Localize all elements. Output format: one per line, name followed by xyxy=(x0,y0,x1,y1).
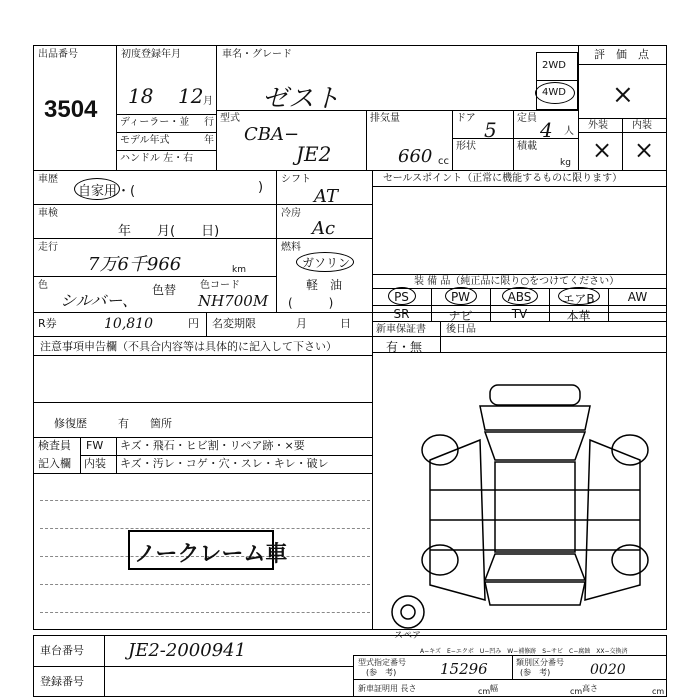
door-value: 5 xyxy=(484,118,497,142)
chassis-label: 車台番号 xyxy=(40,644,84,657)
int-text: キズ・汚レ・コゲ・穴・スレ・キレ・破レ xyxy=(120,457,329,470)
equip-navi: ナビ xyxy=(448,309,473,323)
equip-tv: TV xyxy=(511,307,528,321)
lot-number: 3504 xyxy=(44,96,98,123)
sales-point-label: セールスポイント（正常に機能するものに限ります） xyxy=(383,173,623,184)
first-registration-label: 初度登録年月 xyxy=(121,49,181,60)
car-name-label: 車名・グレード xyxy=(222,49,292,60)
model-year-suffix: 年 xyxy=(204,135,214,146)
fuel-paren: ( ) xyxy=(288,296,334,310)
model-type-label: 型式 xyxy=(220,113,240,124)
designation-sub: (参 考) xyxy=(366,668,397,677)
color-label: 色 xyxy=(38,280,48,291)
inspection-label: 車検 xyxy=(38,208,58,219)
exterior-value: × xyxy=(592,136,613,164)
repair-location: 箇所 xyxy=(150,417,172,430)
door-label: ドア xyxy=(456,113,476,124)
equip-aw: AW xyxy=(627,290,648,304)
lot-number-label: 出品番号 xyxy=(38,49,78,60)
first-registration-year: 18 xyxy=(128,84,154,108)
model-year-label: モデル年式 xyxy=(120,135,170,146)
fw-label: FW xyxy=(86,439,104,452)
shape-label: 形状 xyxy=(456,141,476,152)
name-change-template: 月 日 xyxy=(296,317,351,330)
first-registration-month: 12 xyxy=(178,84,204,108)
equip-airbag: エアB xyxy=(562,292,595,306)
color-code-value: NH700M xyxy=(198,292,269,310)
cert-length-unit: cm xyxy=(478,687,491,696)
interior-value: × xyxy=(634,136,655,164)
inspection-template: 年 月( 日) xyxy=(118,224,220,239)
designation-value: 15296 xyxy=(440,660,488,678)
inspector-label-1: 検査員 xyxy=(38,439,71,452)
model-type-value-2: JE2 xyxy=(296,142,332,166)
capacity-value: 4 xyxy=(540,118,553,142)
ac-value: Ac xyxy=(312,218,336,239)
equip-leather: 本革 xyxy=(566,309,591,323)
recycle-value: 10,810 xyxy=(104,316,153,332)
color-value: シルバー、 xyxy=(60,291,138,310)
repair-label: 修復歴 xyxy=(54,417,87,430)
drive-4wd: 4WD xyxy=(542,87,566,98)
fuel-light-oil: 軽 油 xyxy=(306,278,343,292)
load-unit: kg xyxy=(560,158,571,168)
no-claim-stamp-text: ノークレーム車 xyxy=(134,542,288,567)
capacity-unit: 人 xyxy=(564,126,574,137)
cert-width-label: 幅 xyxy=(490,684,498,693)
fuel-label: 燃料 xyxy=(281,242,301,253)
cert-length-label: 新車証明用 長さ xyxy=(358,684,417,693)
color-change-label: 色替 xyxy=(152,283,177,297)
cert-height-label: 高さ xyxy=(582,684,598,693)
exterior-label: 外装 xyxy=(588,120,608,131)
category-label: 類別区分番号 xyxy=(516,658,564,667)
dealer-suffix: 行 xyxy=(204,117,214,128)
drive-2wd: 2WD xyxy=(542,60,566,71)
equip-ps: PS xyxy=(394,290,409,304)
first-registration-month-suffix: 月 xyxy=(203,96,213,107)
warranty-value: 有・無 xyxy=(386,340,423,354)
inspector-label-2: 記入欄 xyxy=(38,457,71,470)
repair-value: 有 xyxy=(118,417,129,430)
cert-width-unit: cm xyxy=(570,687,583,696)
warranty-label: 新車保証書 xyxy=(376,324,426,335)
history-label: 車歴 xyxy=(38,174,58,185)
notes-label: 注意事項申告欄（不具合内容等は具体的に記入して下さい） xyxy=(40,340,337,353)
equip-sr: SR xyxy=(393,307,410,321)
category-value: 0020 xyxy=(590,662,626,678)
mileage-label: 走行 xyxy=(38,242,58,253)
displacement-label: 排気量 xyxy=(370,113,400,124)
load-label: 積載 xyxy=(517,141,537,152)
shift-label: シフト xyxy=(281,174,311,185)
rear-seat-label: 後日品 xyxy=(446,324,476,335)
fuel-gasoline: ガソリン xyxy=(302,256,351,270)
shift-value: AT xyxy=(314,186,339,207)
recycle-unit: 円 xyxy=(188,317,199,330)
recycle-label: R券 xyxy=(38,317,57,330)
equip-pw: PW xyxy=(450,290,471,304)
reg-number-label: 登録番号 xyxy=(40,675,84,688)
ac-label: 冷房 xyxy=(281,208,301,219)
displacement-value: 660 xyxy=(398,146,433,167)
rating-value: × xyxy=(612,80,634,110)
category-sub: (参 考) xyxy=(520,668,551,677)
history-value-close: ) xyxy=(258,180,264,195)
chassis-value: JE2-2000941 xyxy=(128,640,247,661)
equip-abs: ABS xyxy=(507,290,532,304)
rating-label: 評 価 点 xyxy=(594,48,649,61)
damage-legend: A−キズ E−エクボ U−凹み W−補修跡 S−サビ C−腐蝕 XX−交換済 xyxy=(420,648,628,655)
fw-text: キズ・飛石・ヒビ割・リペア跡・×要 xyxy=(120,439,305,452)
capacity-label: 定員 xyxy=(517,113,537,124)
dealer-label: ディーラー・並 xyxy=(120,117,190,128)
name-change-label: 名変期限 xyxy=(212,317,256,330)
mileage-unit: km xyxy=(232,265,246,275)
spare-label: スペア xyxy=(394,631,422,641)
cert-height-unit: cm xyxy=(652,687,665,696)
int-label: 内装 xyxy=(84,457,106,470)
displacement-unit: cc xyxy=(438,156,449,167)
mileage-value: 7万6千966 xyxy=(88,254,182,275)
designation-label: 型式指定番号 xyxy=(358,658,406,667)
car-name: ゼスト xyxy=(262,84,341,114)
handle-label: ハンドル 左・右 xyxy=(120,153,194,164)
model-type-value-1: CBA− xyxy=(244,124,300,145)
color-code-label: 色コード xyxy=(200,280,240,291)
interior-label: 内装 xyxy=(632,120,652,131)
history-value: 自家用・( xyxy=(78,184,136,199)
equipment-label: 装 備 品（純正品に限り○をつけてください） xyxy=(414,276,620,287)
